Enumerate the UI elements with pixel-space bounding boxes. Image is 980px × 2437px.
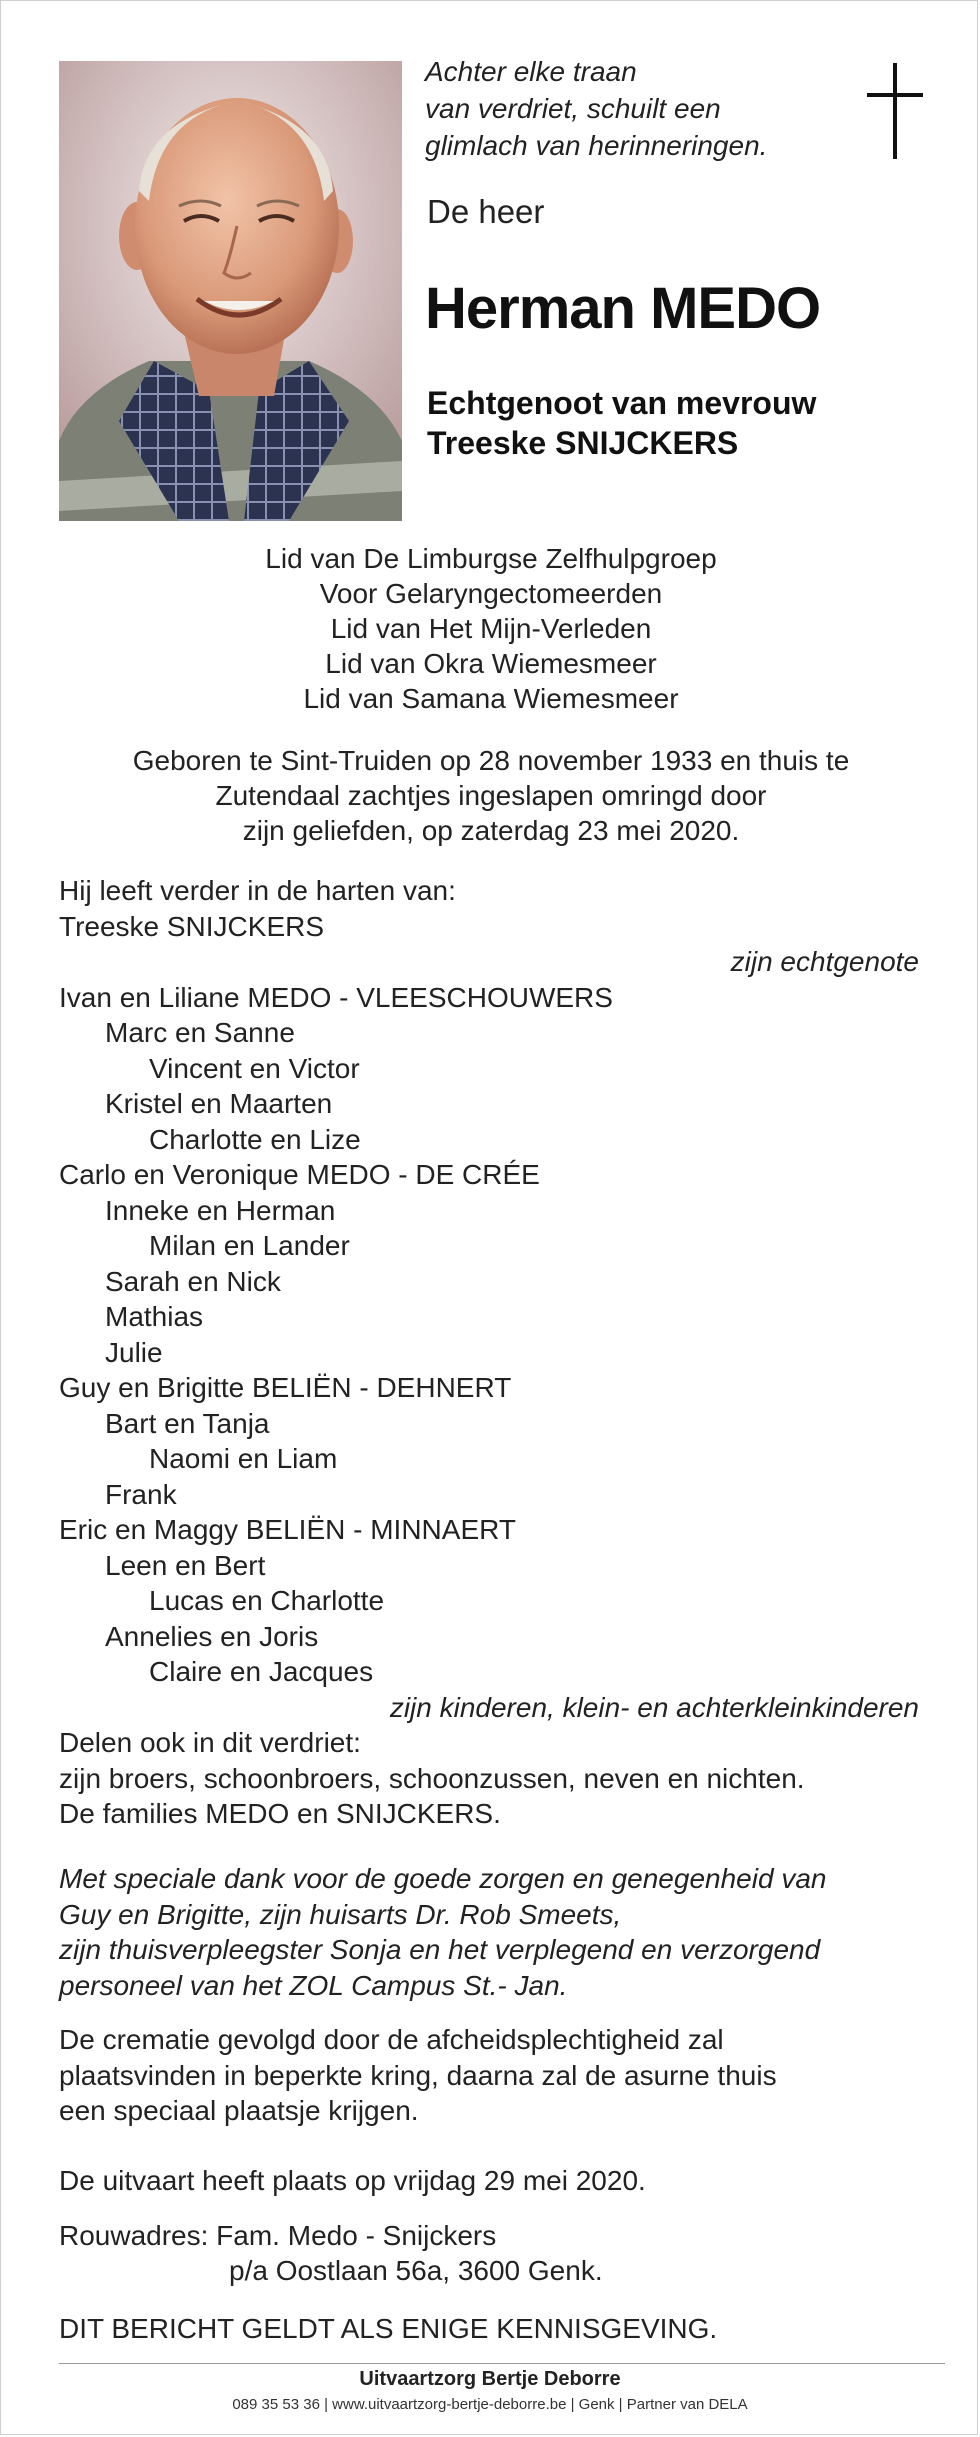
survivor-line: Lucas en Charlotte — [149, 1585, 385, 1616]
survivor-line: Eric en Maggy BELIËN - MINNAERT — [59, 1514, 516, 1545]
survivor-line: Kristel en Maarten — [105, 1088, 333, 1119]
address-line: p/a Oostlaan 56a, 3600 Genk. — [229, 2255, 603, 2286]
quote-line: Achter elke traan — [425, 56, 637, 87]
cremation-line: plaatsvinden in beperkte kring, daarna zal de asurne thuis — [59, 2059, 777, 2091]
cremation-text — [59, 2022, 929, 2129]
cremation-line: De crematie gevolgd door de afcheidsplechtigheid zal — [59, 2024, 724, 2055]
quote-line: glimlach van herinneringen. — [425, 130, 768, 161]
survivors-list — [59, 873, 919, 1832]
relation-label: zijn kinderen, klein- en achterkleinkinderen — [389, 1691, 919, 1723]
survivor-line: Julie — [105, 1336, 163, 1368]
survivor-line: Ivan en Liliane MEDO - VLEESCHOUWERS — [59, 981, 613, 1013]
survivor-line: Marc en Sanne — [105, 1017, 295, 1048]
survivor-line: Vincent en Victor — [149, 1052, 360, 1084]
survivor-line: Sarah en Nick — [105, 1265, 281, 1297]
survivor-line: Annelies en Joris — [105, 1620, 319, 1652]
survivor-line: Claire en Jacques — [149, 1656, 374, 1687]
deceased-name: Herman MEDO — [425, 276, 821, 341]
notice-text: DIT BERICHT GELDT ALS ENIGE KENNISGEVING. — [59, 2313, 718, 2344]
quote-line: van verdriet, schuilt een — [425, 93, 721, 124]
survivor-line: Frank — [105, 1478, 177, 1510]
survivor-line: Hij leeft verder in de harten van: — [59, 875, 456, 906]
spouse-info — [427, 383, 816, 463]
thanks-line: Met speciale dank voor de goede zorgen en genegenheid van — [59, 1863, 827, 1894]
thanks-text — [59, 1861, 929, 2003]
birth-death-line: Geboren te Sint-Truiden op 28 november 1933 en thuis te — [132, 745, 850, 776]
membership-line: Lid van Het Mijn-Verleden — [330, 613, 652, 644]
thanks-line: zijn thuisverpleegster Sonja en het verplegend en verzorgend — [59, 1934, 821, 1965]
spouse-line: Treeske SNIJCKERS — [427, 425, 739, 461]
birth-death-line: Zutendaal zachtjes ingeslapen omringd door — [215, 780, 767, 811]
relation-label: zijn echtgenote — [730, 946, 919, 977]
survivor-line: De families MEDO en SNIJCKERS. — [59, 1798, 501, 1829]
survivor-line: Milan en Lander — [149, 1230, 350, 1261]
survivor-line: Carlo en Veronique MEDO - DE CRÉE — [59, 1159, 540, 1190]
survivor-line: Inneke en Herman — [105, 1194, 336, 1226]
funeral-company-info: 089 35 53 36 | www.uitvaartzorg-bertje-deborre.be | Genk | Partner van DELA — [232, 2396, 748, 2413]
footer-divider — [59, 2363, 945, 2364]
survivor-line: Leen en Bert — [105, 1549, 266, 1581]
quote — [425, 53, 845, 164]
membership-line: Lid van De Limburgse Zelfhulpgroep — [265, 543, 717, 574]
funeral-text: De uitvaart heeft plaats op vrijdag 29 mei 2020. — [59, 2165, 646, 2196]
spouse-line: Echtgenoot van mevrouw — [427, 385, 817, 421]
membership-line: Voor Gelaryngectomeerden — [319, 578, 663, 609]
survivor-line: Guy en Brigitte BELIËN - DEHNERT — [59, 1372, 512, 1403]
survivor-line: Naomi en Liam — [149, 1443, 338, 1474]
membership-line: Lid van Samana Wiemesmeer — [303, 683, 679, 714]
thanks-line: personeel van het ZOL Campus St.- Jan. — [59, 1969, 568, 2001]
thanks-line: Guy en Brigitte, zijn huisarts Dr. Rob Smeets, — [59, 1898, 622, 1930]
address-label: Rouwadres: Fam. Medo - Snijckers — [59, 2220, 497, 2251]
survivor-line: Treeske SNIJCKERS — [59, 910, 325, 942]
memberships — [41, 541, 941, 716]
cremation-line: een speciaal plaatsje krijgen. — [59, 2095, 419, 2126]
salutation: De heer — [427, 193, 545, 230]
survivor-line: Mathias — [105, 1301, 204, 1332]
portrait-photo — [59, 61, 402, 521]
birth-death-line: zijn geliefden, op zaterdag 23 mei 2020. — [242, 815, 740, 846]
survivor-line: Charlotte en Lize — [149, 1123, 361, 1155]
funeral-company: Uitvaartzorg Bertje Deborre — [359, 2368, 621, 2390]
cross-icon — [867, 63, 923, 159]
survivor-line: Delen ook in dit verdriet: — [59, 1727, 361, 1758]
birth-death-info — [41, 743, 941, 848]
membership-line: Lid van Okra Wiemesmeer — [325, 648, 657, 679]
survivor-line: zijn broers, schoonbroers, schoonzussen, neven en nichten. — [59, 1762, 805, 1794]
survivor-line: Bart en Tanja — [105, 1407, 270, 1439]
